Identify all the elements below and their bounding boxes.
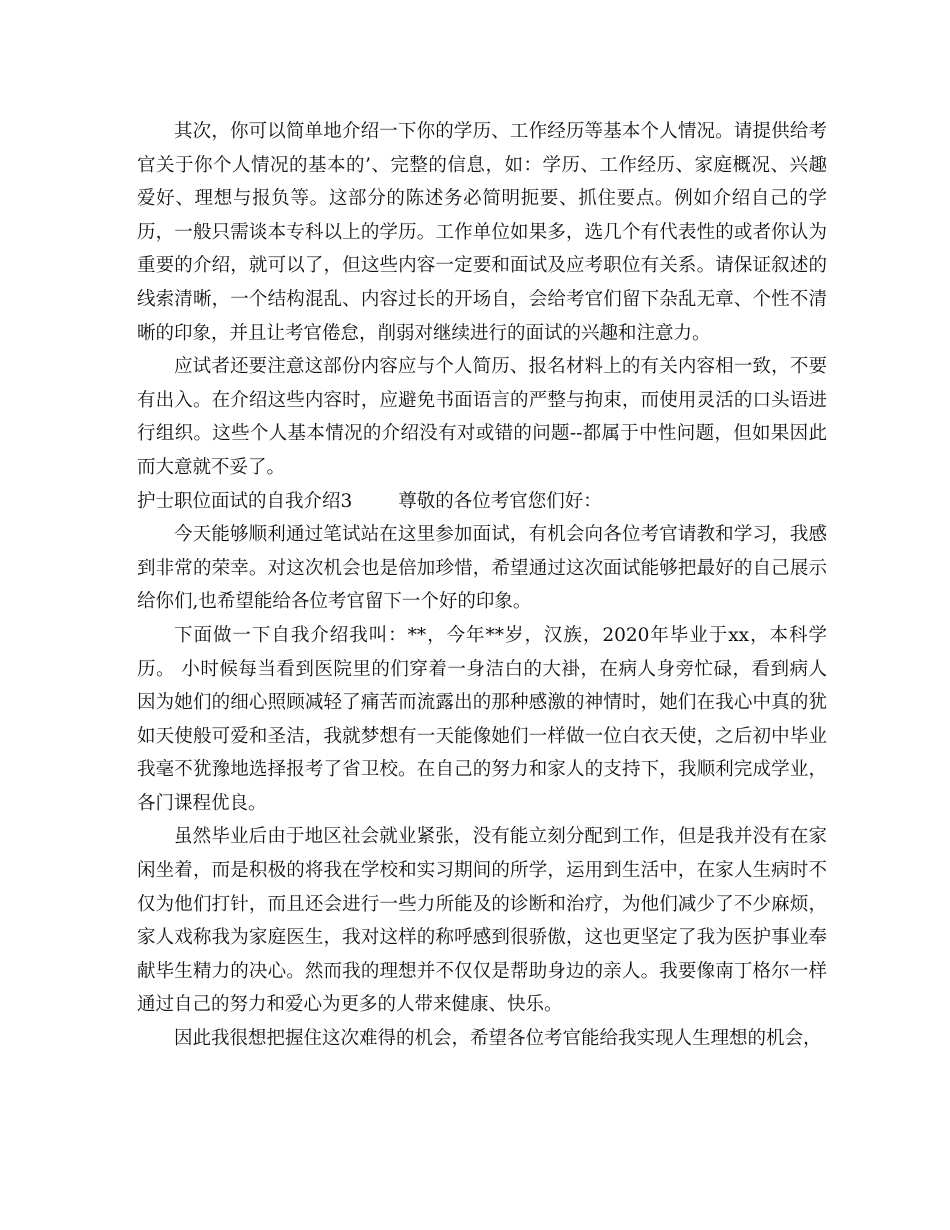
paragraph-consistency-advice: 应试者还要注意这部份内容应与个人简历、报名材料上的有关内容相一致，不要有出入。在介绍这些内容时，应避免书面语言的严整与拘束，而使用灵活的口头语进行组织。这些个人基本情况的介绍没有对或错的问题--都属于中性问题，但如果因此而大意就不妥了。 — [137, 356, 827, 478]
paragraph-closing: 因此我很想把握住这次难得的机会，希望各位考官能给我实现人生理想的机会， — [174, 1028, 822, 1050]
section-heading-line — [137, 485, 827, 519]
paragraph-after-graduation: 虽然毕业后由于地区社会就业紧张，没有能立刻分配到工作，但是我并没有在家闲坐着，而是积极的将我在学校和实习期间的所学，运用到生活中，在家人生病时不仅为他们打针，而且还会进行一些力所能及的诊断和治疗，为他们减少了不少麻烦，家人戏称我为家庭医生，我对这样的称呼感到很骄傲，这也更坚定了我为医护事业奉献毕生精力的决心。然而我的理想并不仅仅是帮助身边的亲人。我要像南丁格尔一样通过自己的努力和爱心为更多的人带来健康、快乐。 — [137, 826, 827, 1016]
document-body — [137, 115, 827, 1056]
greeting-line: 尊敬的各位考官您们好： — [398, 490, 602, 512]
section-title: 护士职位面试的自我介绍3 — [137, 490, 353, 512]
paragraph-intro-background: 其次，你可以简单地介绍一下你的学历、工作经历等基本个人情况。请提供给考官关于你个人情况的基本的’、完整的信息，如：学历、工作经历、家庭概况、兴趣爱好、理想与报负等。这部分的陈述务必简明扼要、抓住要点。例如介绍自己的学历，一般只需谈本专科以上的学历。工作单位如果多，选几个有代表性的或者你认为重要的介绍，就可以了，但这些内容一定要和面试及应考职位有关系。请保证叙述的线索清晰，一个结构混乱、内容过长的开场自，会给考官们留下杂乱无章、个性不清晰的印象，并且让考官倦怠，削弱对继续进行的面试的兴趣和注意力。 — [137, 121, 827, 344]
paragraph-gratitude: 今天能够顺利通过笔试站在这里参加面试，有机会向各位考官请教和学习，我感到非常的荣幸。对这次机会也是倍加珍惜，希望通过这次面试能够把最好的自己展示给你们,也希望能给各位考官留下一个好的印象。 — [137, 524, 827, 613]
paragraph-self-introduction: 下面做一下自我介绍我叫：**，今年**岁，汉族，2020年毕业于xx，本科学历。 小时候每当看到医院里的们穿着一身洁白的大褂，在病人身旁忙碌，看到病人因为她们的细心照顾减轻了痛苦而流露出的那种感激的神情时，她们在我心中真的犹如天使般可爱和圣洁，我就梦想有一天能像她们一样做一位白衣天使，之后初中毕业我毫不犹豫地选择报考了省卫校。在自己的努力和家人的支持下，我顺利完成学业，各门课程优良。 — [137, 624, 827, 814]
